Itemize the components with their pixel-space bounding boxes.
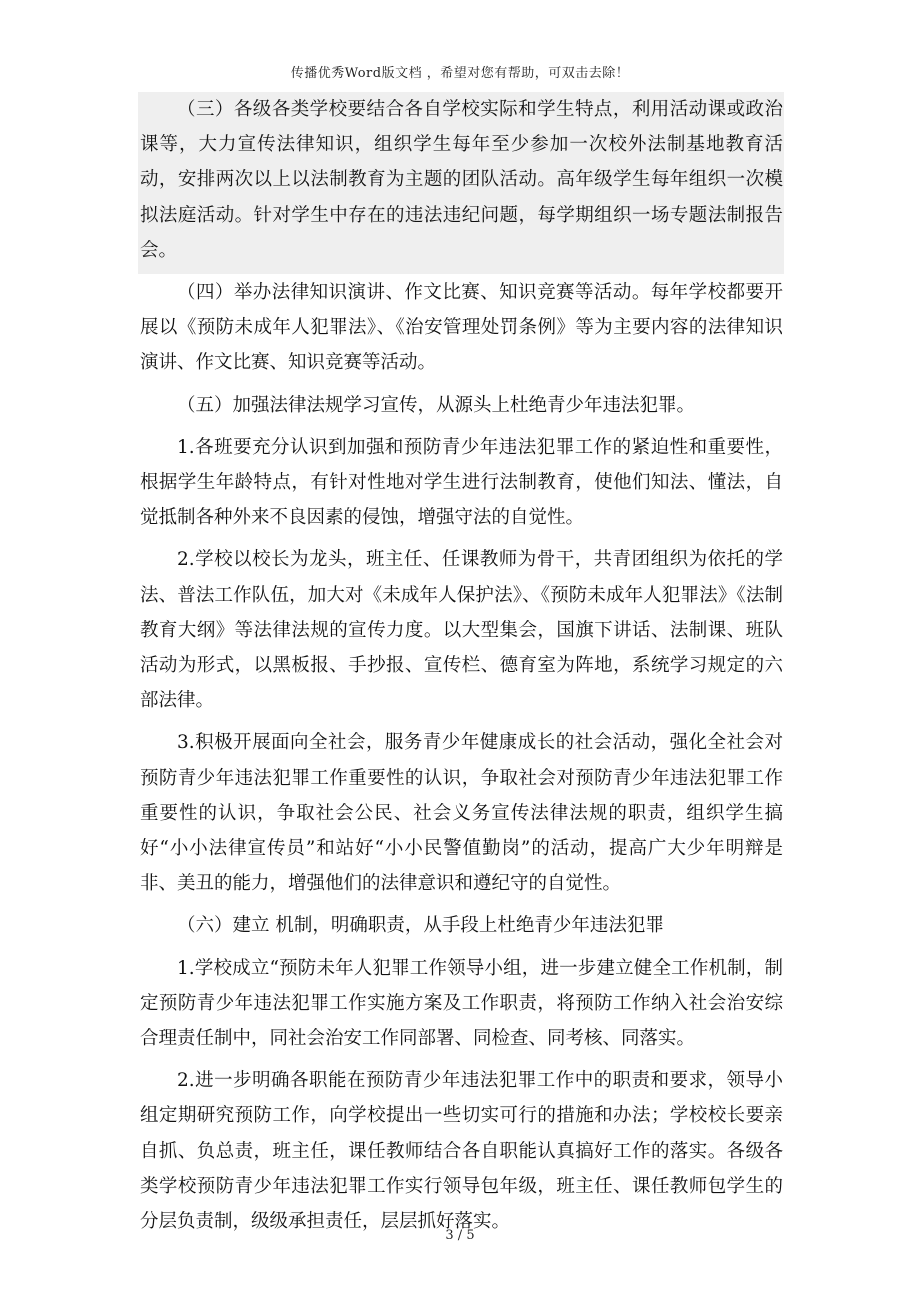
- paragraph-section-3: （三）各级各类学校要结合各自学校实际和学生特点，利用活动课或政治课等，大力宣传法律知识，组织学生每年至少参加一次校外法制基地教育活动，安排两次以上以法制教育为主题的团队活动。高年级学生每年组织一次模拟法庭活动。针对学生中存在的违法违纪问题，每学期组织一场专题法制报告会。: [140, 99, 783, 261]
- page-header: 传播优秀Word版文档 ，希望对您有帮助，可双击去除！: [290, 66, 630, 81]
- paragraph-item-6-1: 1.学校成立“预防未年人犯罪工作领导小组，进一步建立健全工作机制，制定预防青少年违法犯罪工作实施方案及工作职责，将预防工作纳入社会治安综合理责任制中，同社会治安工作同部署、同检查、同考核、同落实。: [140, 957, 783, 1050]
- paragraph-item-6-2: 2.进一步明确各职能在预防青少年违法犯罪工作中的职责和要求，领导小组定期研究预防工作，向学校提出一些切实可行的措施和办法；学校校长要亲自抓、负总责，班主任，课任教师结合各自职能认真搞好工作的落实。各级各类学校预防青少年违法犯罪工作实行领导包年级，班主任、课任教师包学生的分层负责制，级级承担责任，层层抓好落实。: [140, 1070, 783, 1233]
- paragraph-section-4: （四）举办法律知识演讲、作文比赛、知识竞赛等活动。每年学校都要开展以《预防未成年人犯罪法》、《治安管理处罚条例》等为主要内容的法律知识演讲、作文比赛、知识竞赛等活动。: [140, 282, 783, 374]
- paragraph-section-6: （六）建立 机制，明确职责，从手段上杜绝青少年违法犯罪: [177, 915, 664, 937]
- paragraph-item-5-2: 2.学校以校长为龙头，班主任、任课教师为骨干，共青团组织为依托的学法、普法工作队伍，加大对《未成年人保护法》、《预防未成年人犯罪法》《法制教育大纲》等法律法规的宣传力度。以大型集会，国旗下讲话、法制课、班队活动为形式，以黑板报、手抄报、宣传栏、德育室为阵地，系统学习规定的六部法律。: [140, 549, 783, 712]
- document-body: [140, 92, 783, 1239]
- paragraph-section-5: （五）加强法律法规学习宣传，从源头上杜绝青少年违法犯罪。: [177, 394, 696, 416]
- page-number: 3 / 5: [445, 1228, 475, 1243]
- paragraph-item-5-3: 3.积极开展面向全社会，服务青少年健康成长的社会活动，强化全社会对预防青少年违法犯罪工作重要性的认识，争取社会对预防青少年违法犯罪工作重要性的认识，争取社会公民、社会义务宣传法律法规的职责，组织学生搞好“小小法律宣传员”和站好“小小民警值勤岗”的活动，提高广大少年明辩是非、美丑的能力，增强他们的法律意识和遵纪守的自觉性。: [140, 732, 783, 895]
- paragraph-item-5-1: 1.各班要充分认识到加强和预防青少年违法犯罪工作的紧迫性和重要性，根据学生年龄特点，有针对性地对学生进行法制教育，使他们知法、懂法，自觉抵制各种外来不良因素的侵蚀，增强守法的自觉性。: [140, 436, 783, 529]
